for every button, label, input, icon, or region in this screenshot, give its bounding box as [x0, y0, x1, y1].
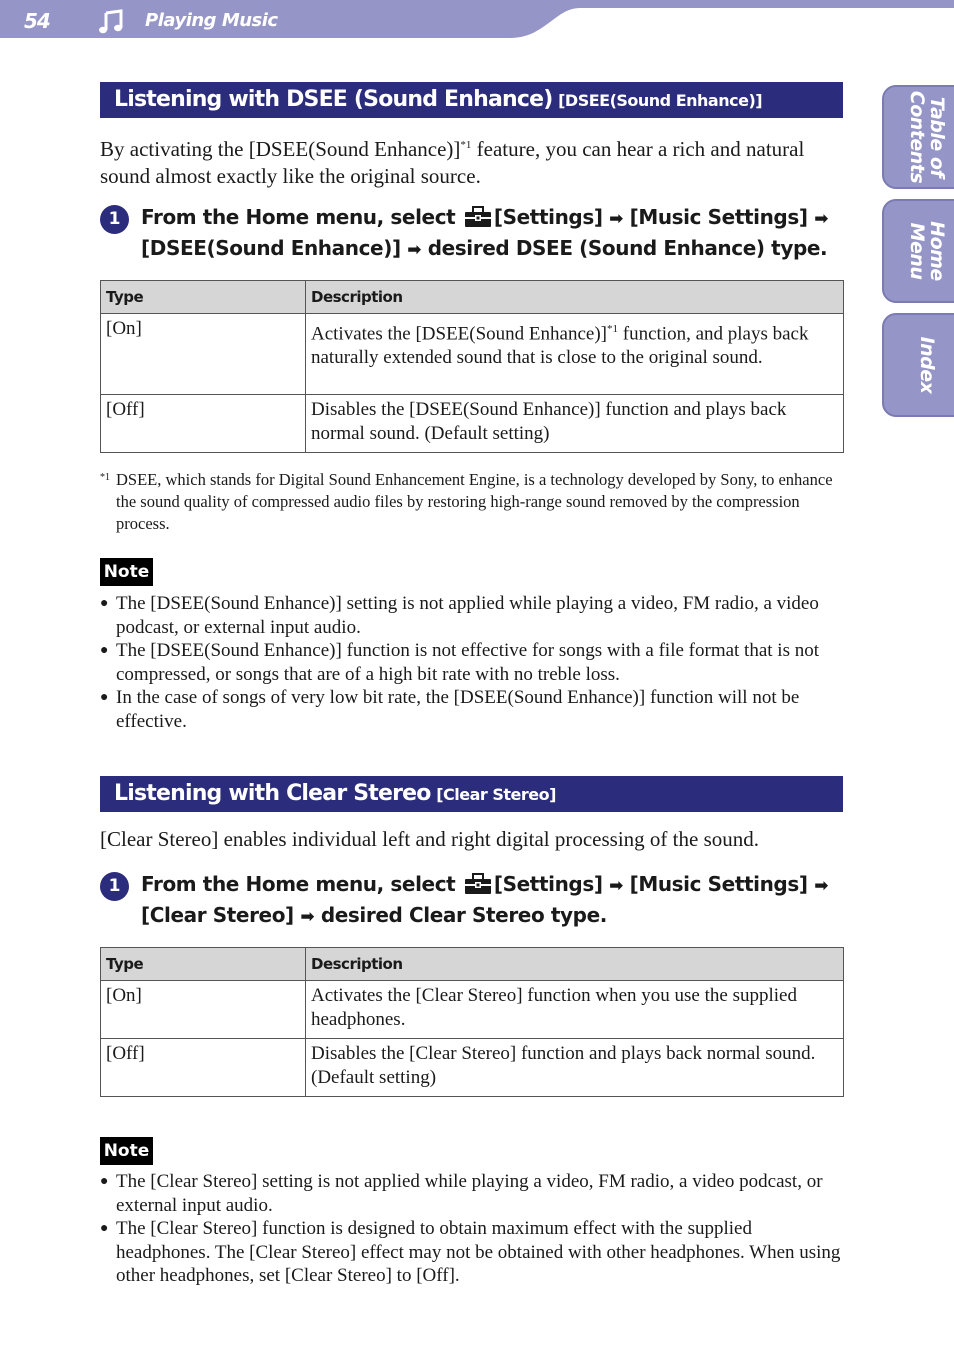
step-text — [141, 204, 841, 264]
step-text-part: desired DSEE (Sound Enhance) type. — [427, 236, 828, 260]
step-text — [141, 871, 841, 931]
table-row — [101, 981, 844, 1039]
table-row — [101, 395, 844, 453]
right-arrow-icon: ➡ — [609, 209, 624, 229]
table-header-row — [101, 948, 844, 981]
section-title-bar — [100, 776, 843, 812]
bullet-icon: ● — [100, 690, 109, 705]
step-text-part: [DSEE(Sound Enhance)] — [141, 236, 401, 260]
header-section-title: Playing Music — [145, 10, 278, 31]
footnote-ref: *1 — [607, 323, 618, 335]
step-text-part: [Clear Stereo] — [141, 903, 294, 927]
right-arrow-icon: ➡ — [407, 240, 422, 260]
note-list — [100, 592, 845, 733]
list-item — [100, 639, 845, 686]
step-text-part: desired Clear Stereo type. — [320, 903, 607, 927]
step-text-part: From the Home menu, select — [141, 872, 456, 896]
tab-label-line2: Menu — [906, 222, 928, 280]
note-text: The [DSEE(Sound Enhance)] setting is not applied while playing a video, FM radio, a video podcast, or external input audio. — [116, 593, 819, 638]
right-arrow-icon: ➡ — [300, 907, 315, 927]
table-row — [101, 314, 844, 395]
list-item — [100, 1217, 845, 1288]
right-arrow-icon: ➡ — [814, 209, 829, 229]
description-cell — [306, 314, 844, 395]
section-title: Listening with DSEE (Sound Enhance) — [114, 87, 553, 112]
intro-paragraph: [Clear Stereo] enables individual left and right digital processing of the sound. — [100, 827, 759, 851]
right-arrow-icon: ➡ — [609, 876, 624, 896]
type-cell: [On] — [101, 314, 306, 395]
tab-label — [907, 221, 947, 281]
note-list — [100, 1170, 845, 1288]
step-number: 1 — [100, 205, 129, 234]
tab-label-line1: Home — [926, 221, 948, 281]
table-header-row — [101, 281, 844, 314]
table-row — [101, 1039, 844, 1097]
bullet-icon: ● — [100, 596, 109, 611]
bullet-icon: ● — [100, 643, 109, 658]
note-text: The [DSEE(Sound Enhance)] function is not effective for songs with a file format that is not compressed, or songs that are of a high bit rate with no treble loss. — [116, 640, 819, 685]
page-header — [0, 0, 954, 40]
clear-stereo-type-table — [100, 947, 844, 1097]
description-cell: Disables the [Clear Stereo] function and plays back normal sound. (Default setting) — [306, 1039, 844, 1097]
toolbox-icon — [464, 206, 492, 235]
column-header-type: Type — [101, 281, 306, 314]
right-arrow-icon: ➡ — [814, 876, 829, 896]
column-header-description: Description — [306, 948, 844, 981]
step-number: 1 — [100, 872, 129, 901]
note-text: In the case of songs of very low bit rate, the [DSEE(Sound Enhance)] function will not be effective. — [116, 687, 800, 732]
column-header-description: Description — [306, 281, 844, 314]
step-text-part: [Music Settings] — [629, 872, 808, 896]
tab-label — [917, 337, 937, 394]
intro-text: feature, you can hear a rich and natural sound almost exactly like the original source. — [100, 137, 805, 188]
page-number: 54 — [24, 9, 50, 33]
dsee-type-table — [100, 280, 844, 453]
list-item — [100, 686, 845, 733]
description-cell: Disables the [DSEE(Sound Enhance)] function and plays back normal sound. (Default setting) — [306, 395, 844, 453]
type-cell: [On] — [101, 981, 306, 1039]
list-item — [100, 592, 845, 639]
section-title: Listening with Clear Stereo — [114, 781, 431, 806]
tab-table-of-contents[interactable] — [882, 85, 954, 189]
intro-text: By activating the [DSEE(Sound Enhance)] — [100, 137, 461, 161]
step-text-part: From the Home menu, select — [141, 205, 456, 229]
step-text-part: [Settings] — [493, 205, 603, 229]
description-cell: Activates the [Clear Stereo] function when you use the supplied headphones. — [306, 981, 844, 1039]
tab-label — [907, 91, 947, 183]
description-text: function, and plays back naturally extended sound that is close to the original sound. — [311, 323, 809, 369]
footnote-mark: *1 — [100, 472, 110, 483]
note-text: The [Clear Stereo] function is designed to obtain maximum effect with the supplied headphones. The [Clear Stereo] effect may not be obtained with other headphones. When using other headphones, set [Clear Stereo] to [Off]. — [116, 1218, 841, 1286]
tab-index[interactable] — [882, 313, 954, 417]
section-subtitle: [DSEE(Sound Enhance)] — [558, 91, 763, 110]
type-cell: [Off] — [101, 1039, 306, 1097]
toolbox-icon — [464, 873, 492, 902]
note-label: Note — [100, 558, 153, 586]
type-cell: [Off] — [101, 395, 306, 453]
list-item — [100, 1170, 845, 1217]
description-text: Activates the [DSEE(Sound Enhance)] — [311, 323, 607, 345]
footnote-text: DSEE, which stands for Digital Sound Enhancement Engine, is a technology developed by Sony, to enhance the sound quality of compressed audio files by restoring high-range sound removed by the compression process. — [116, 470, 833, 533]
tab-label-line1: Table of — [926, 96, 948, 178]
bullet-icon: ● — [100, 1221, 109, 1236]
header-band — [0, 0, 954, 40]
section-subtitle: [Clear Stereo] — [436, 785, 556, 804]
note-text: The [Clear Stereo] setting is not applied while playing a video, FM radio, a video podcast, or external input audio. — [116, 1171, 823, 1216]
column-header-type: Type — [101, 948, 306, 981]
bullet-icon: ● — [100, 1174, 109, 1189]
tab-home-menu[interactable] — [882, 199, 954, 303]
step-text-part: [Settings] — [493, 872, 603, 896]
section-title-bar — [100, 82, 843, 118]
footnote-ref: *1 — [460, 139, 472, 151]
note-label: Note — [100, 1137, 153, 1165]
tab-label-line2: Contents — [906, 90, 928, 184]
step-text-part: [Music Settings] — [629, 205, 808, 229]
intro-paragraph — [100, 132, 840, 190]
tab-label-line1: Index — [916, 336, 938, 394]
